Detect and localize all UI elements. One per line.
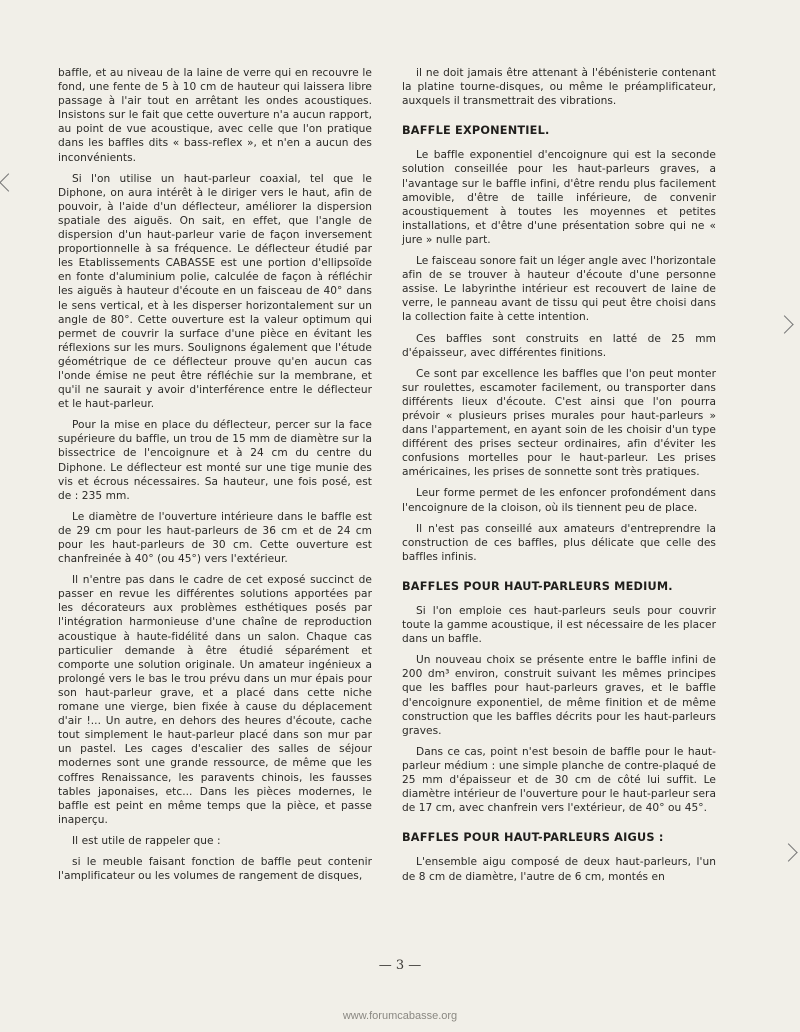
- binder-mark-icon: [0, 173, 18, 191]
- paragraph: Un nouveau choix se présente entre le baffle infini de 200 dm³ environ, construit suivant les mêmes principes que les baffles pour haut-parleurs graves, et le baffle d'encoignure exponentiel, de même finition et de même construction que les baffles décrits pour les haut-parleurs graves.: [402, 654, 716, 737]
- paragraph: si le meuble faisant fonction de baffle peut contenir l'amplificateur ou les volumes de rangement de disques,: [58, 855, 372, 883]
- paragraph: Il n'entre pas dans le cadre de cet exposé succinct de passer en revue les différentes solutions apportées par les décorateurs aux problèmes esthétiques posés par l'intégration harmonieuse d'une chaîne de reproduction acoustique à haute-fidélité dans un salon. Chaque cas particulier demande à être étudié séparément et comporte une solution originale. Un amateur ingénieux a prolongé vers le bas le trou prévu dans un mur épais pour son haut-parleur grave, et a placé dans cette niche romane une vierge, bien fixée à cause du déplacement d'air !... Un autre, en dehors des heures d'écoute, cache tout simplement le haut-parleur placé dans son mur par un pastel. Les cages d'escalier des salles de séjour modernes sont une grande ressource, de même que les coffres Renaissance, les paravents chinois, les fausses tables japonaises, etc... Dans les pièces modernes, le baffle est peint en même temps que la pièce, et passe inaperçu.: [58, 574, 372, 826]
- paragraph: L'ensemble aigu composé de deux haut-parleurs, l'un de 8 cm de diamètre, l'autre de 6 cm, montés en: [402, 856, 716, 883]
- paragraph: Le faisceau sonore fait un léger angle avec l'horizontale afin de se trouver à hauteur d'écoute d'une personne assise. Le labyrinthe intérieur est recouvert de laine de verre, le panneau avant de tissu qui peut être choisi dans la collection faite à cette intention.: [402, 255, 716, 324]
- paragraph: Pour la mise en place du déflecteur, percer sur la face supérieure du baffle, un trou de 15 mm de diamètre sur la bissectrice de l'encoignure et à 24 cm du centre du Diphone. Le déflecteur est monté sur une tige munie des vis et écrous nécessaires. Sa hauteur, une fois posé, est de : 235 mm.: [58, 419, 372, 502]
- left-column: [58, 66, 372, 890]
- paragraph: Ces baffles sont construits en latté de 25 mm d'épaisseur, avec différentes finitions.: [402, 332, 716, 359]
- section-heading: BAFFLES POUR HAUT-PARLEURS AIGUS :: [402, 831, 664, 845]
- paragraph: Ce sont par excellence les baffles que l'on peut monter sur roulettes, escamoter facilement, ou transporter dans différents lieux d'écoute. C'est ainsi que l'on pourra prévoir « plusieurs prises murales pour haut-parleurs » dans l'appartement, en ayant soin de les choisir d'un type différent des prises secteur ordinaires, afin d'éviter les confusions mortelles pour le haut-parleur. Les prises américaines, les prises de sonnette sont très pratiques.: [402, 367, 716, 479]
- section-heading: BAFFLES POUR HAUT-PARLEURS MEDIUM.: [402, 579, 673, 593]
- binder-mark-icon: [779, 843, 797, 861]
- paragraph: il ne doit jamais être attenant à l'ébénisterie contenant la platine tourne-disques, ou même le préamplificateur, auxquels il transmettrait des vibrations.: [402, 67, 716, 108]
- paragraph: Le diamètre de l'ouverture intérieure dans le baffle est de 29 cm pour les haut-parleurs de 36 cm et de 24 cm pour les haut-parleurs de 30 cm. Cette ouverture est chanfreinée à 40° (ou 45°) vers l'extérieur.: [58, 510, 372, 566]
- paragraph: baffle, et au niveau de la laine de verre qui en recouvre le fond, une fente de 5 à 10 cm de hauteur qui laissera libre passage à l'air tout en arrêtant les ondes acoustiques. Insistons sur le fait que cette ouverture n'a aucun rapport, au point de vue acoustique, avec celle que l'on pratique dans les baffles dits « bass-reflex », et n'en a aucun des inconvénients.: [58, 67, 372, 164]
- binder-mark-icon: [775, 315, 793, 333]
- paragraph: Leur forme permet de les enfoncer profondément dans l'encoignure de la cloison, où ils tiennent peu de place.: [402, 487, 716, 514]
- paragraph: Si l'on emploie ces haut-parleurs seuls pour couvrir toute la gamme acoustique, il est nécessaire de les placer dans un baffle.: [402, 605, 716, 646]
- page-number: — 3 —: [378, 958, 422, 973]
- paragraph: Le baffle exponentiel d'encoignure qui est la seconde solution conseillée pour les haut-parleurs graves, a l'avantage sur le baffle infini, d'être rendu plus facilement amovible, d'être de taille inférieure, de convenir acoustiquement à toutes les moyennes et petites installations, et d'être d'une présentation sobre qui ne « jure » nulle part.: [402, 149, 716, 246]
- right-column: [402, 66, 716, 891]
- paragraph: Dans ce cas, point n'est besoin de baffle pour le haut-parleur médium : une simple planche de contre-plaqué de 25 mm d'épaisseur et de 30 cm de côté lui suffit. Le diamètre intérieur de l'ouverture pour le haut-parleur sera de 17 cm, avec chanfrein vers l'extérieur, de 40° ou 45°.: [402, 745, 716, 815]
- paragraph: Il n'est pas conseillé aux amateurs d'entreprendre la construction de ces baffles, plus délicate que celle des baffles infinis.: [402, 522, 716, 563]
- watermark: www.forumcabasse.org: [342, 1010, 458, 1022]
- paragraph: Il est utile de rappeler que :: [72, 834, 221, 847]
- section-heading: BAFFLE EXPONENTIEL.: [402, 124, 550, 138]
- paragraph: Si l'on utilise un haut-parleur coaxial, tel que le Diphone, on aura intérêt à le diriger vers le haut, afin de pouvoir, à l'aide d'un déflecteur, améliorer la dispersion spatiale des aiguës. On sait, en effet, que l'angle de dispersion d'un haut-parleur varie de façon inversement proportionnelle à sa fréquence. Le déflecteur étudié par les Etablissements CABASSE est une portion d'ellipsoïde en fonte d'aluminium polie, calculée de façon à réfléchir les aiguës à hauteur d'écoute en un faisceau de 40° dans le sens vertical, et à les disperser horizontalement sur un angle de 80°. Cette ouverture est la valeur optimum qui permet de couvrir la surface d'une pièce en évitant les réflexions sur les murs. Soulignons également que l'étude géométrique de ce déflecteur prouve qu'en aucun cas l'onde émise ne peut être réfléchie sur la membrane, et qu'il ne saurait y avoir d'interférence entre le déflecteur et le haut-parleur.: [58, 172, 372, 411]
